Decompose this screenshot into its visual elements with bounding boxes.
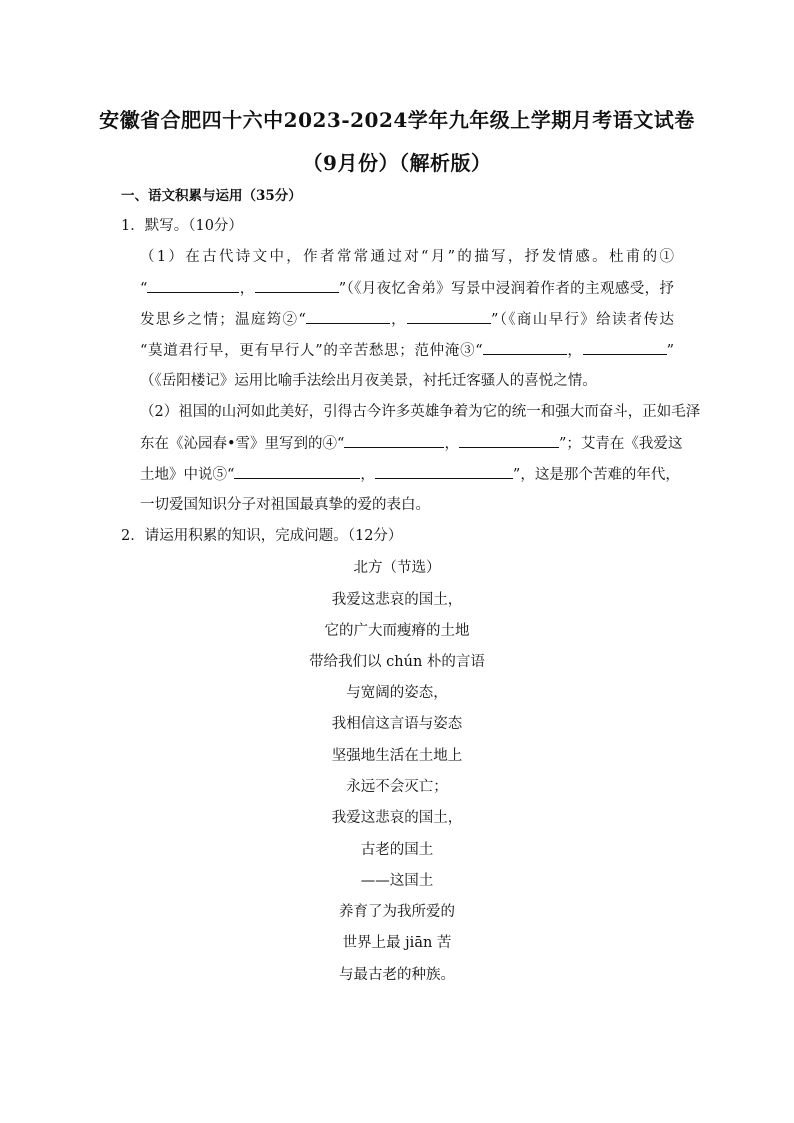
- exam-subtitle: （9月份）（解析版）: [302, 151, 492, 175]
- q1-part2-line2: 东在《沁园春•雪》里写到的④“ ， ”；艾青在《我爱这: [140, 433, 674, 454]
- poem-line: 永远不会灭亡；: [346, 779, 448, 795]
- q1-part1-line4: “莫道君行早，更有早行人”的辛苦愁思；范仲淹③“ ， ”: [140, 340, 674, 361]
- q1-part2-line1: （2）祖国的山河如此美好，引得古今许多英雄争着为它的统一和强大而奋斗，正如毛泽: [140, 404, 701, 420]
- poem-line: 与宽阔的姿态，: [346, 685, 448, 701]
- poem-line: 我爱这悲哀的国土，: [331, 810, 463, 826]
- poem-line: 坚强地生活在土地上: [331, 748, 463, 764]
- answer-blank[interactable]: [234, 464, 360, 479]
- answer-blank[interactable]: [407, 309, 491, 324]
- q1-part1-line1: （1）在古代诗文中，作者常常通过对“月”的描写，抒发情感。杜甫的①: [140, 249, 674, 265]
- answer-blank[interactable]: [344, 433, 444, 448]
- q1-part1-line5: （《岳阳楼记》运用比喻手法绘出月夜美景，衬托迁客骚人的喜悦之情。: [140, 373, 597, 389]
- q1-part2-line3: 土地》中说⑤“ ， ”，这是那个苦难的年代，: [140, 464, 674, 485]
- poem-line: 我相信这言语与姿态: [331, 716, 463, 732]
- q1-part1-line2: “ ， ”（《月夜忆舍弟》写景中浸润着作者的主观感受，抒: [140, 278, 674, 299]
- poem-line: ——这国土: [360, 873, 434, 889]
- section-heading: 一、语文积累与运用（35分）: [121, 188, 302, 204]
- answer-blank[interactable]: [583, 340, 667, 355]
- poem-line: 古老的国土: [360, 842, 434, 858]
- poem-line: 世界上最 jiān 苦: [342, 935, 452, 951]
- answer-blank[interactable]: [459, 433, 559, 448]
- q1-part1-line3: 发思乡之情；温庭筠②“ ， ”（《商山早行》给读者传达: [140, 309, 674, 330]
- answer-blank[interactable]: [255, 278, 339, 293]
- poem-line: 我爱这悲哀的国土，: [331, 592, 463, 608]
- question-2-label: 2．请运用积累的知识，完成问题。（12分）: [121, 528, 403, 544]
- question-1-label: 1．默写。（10分）: [121, 218, 243, 234]
- answer-blank[interactable]: [483, 340, 567, 355]
- answer-blank[interactable]: [375, 464, 513, 479]
- poem-title: 北方（节选）: [353, 560, 441, 576]
- poem-line: 与最古老的种族。: [339, 967, 455, 983]
- answer-blank[interactable]: [147, 278, 239, 293]
- exam-title: 安徽省合肥四十六中2023-2024学年九年级上学期月考语文试卷: [99, 108, 695, 132]
- q1-part2-line4: 一切爱国知识分子对祖国最真挚的爱的表白。: [140, 497, 430, 513]
- poem-line: 它的广大而瘦瘠的土地: [324, 623, 470, 639]
- poem-line: 带给我们以 chún 朴的言语: [309, 654, 485, 670]
- poem-line: 养育了为我所爱的: [339, 904, 455, 920]
- answer-blank[interactable]: [306, 309, 390, 324]
